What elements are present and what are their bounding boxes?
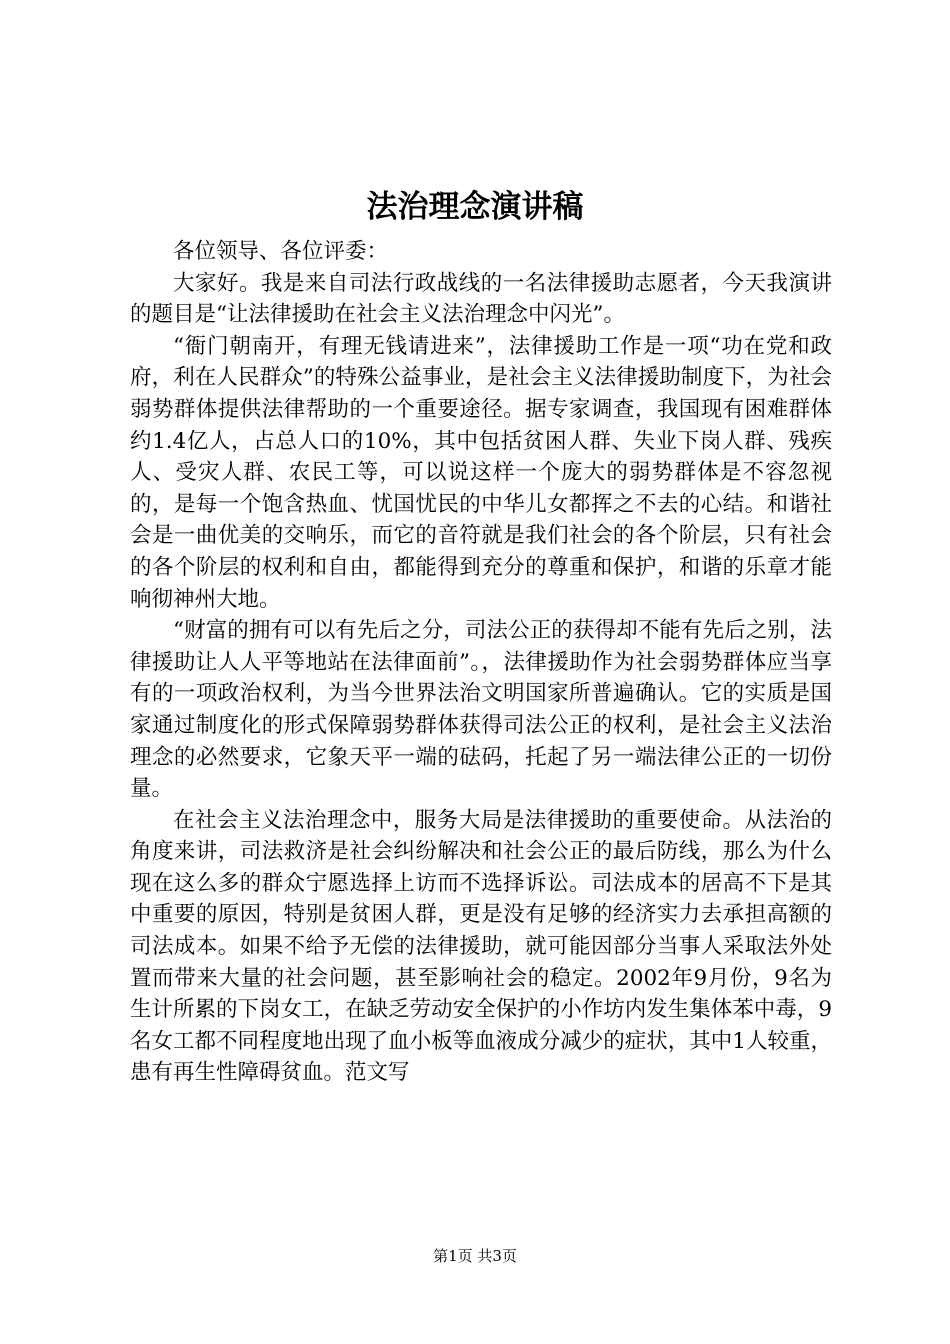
- body-paragraph: 大家好。我是来自司法行政战线的一名法律援助志愿者，今天我演讲的题目是“让法律援助在社会主义法治理念中闪光”。: [130, 270, 832, 328]
- body-paragraph: “财富的拥有可以有先后之分，司法公正的获得却不能有先后之别，法律援助让人人平等地站在法律面前”。，法律援助作为社会弱势群体应当享有的一项政治权利，为当今世界法治文明国家所普遍确认。它的实质是国家通过制度化的形式保障弱势群体获得司法公正的权利，是社会主义法治理念的必然要求，它象天平一端的砝码，托起了另一端法律公正的一切份量。: [130, 618, 832, 802]
- document-body: [130, 236, 832, 1089]
- salutation-paragraph: 各位领导、各位评委：: [173, 239, 389, 264]
- page-title: 法治理念演讲稿: [366, 189, 584, 225]
- page-number-footer: 第1页 共3页: [433, 1247, 517, 1265]
- body-paragraph: “衙门朝南开，有理无钱请进来”，法律援助工作是一项“功在党和政府，利在人民群众”的特殊公益事业，是社会主义法律援助制度下，为社会弱势群体提供法律帮助的一个重要途径。据专家调查，我国现有困难群体约1.4亿人，占总人口的10%，其中包括贫困人群、失业下岗人群、残疾人、受灾人群、农民工等，可以说这样一个庞大的弱势群体是不容忽视的，是每一个饱含热血、忧国忧民的中华儿女都挥之不去的心结。和谐社会是一曲优美的交响乐，而它的音符就是我们社会的各个阶层，只有社会的各个阶层的权利和自由，都能得到充分的尊重和保护，和谐的乐章才能响彻神州大地。: [130, 333, 832, 612]
- body-paragraph: 在社会主义法治理念中，服务大局是法律援助的重要使命。从法治的角度来讲，司法救济是社会纠纷解决和社会公正的最后防线，那么为什么现在这么多的群众宁愿选择上访而不选择诉讼。司法成本的居高不下是其中重要的原因，特别是贫困人群，更是没有足够的经济实力去承担高额的司法成本。如果不给予无偿的法律援助，就可能因部分当事人采取法外处置而带来大量的社会问题，甚至影响社会的稳定。2002年9月份，9名为生计所累的下岗女工，在缺乏劳动安全保护的小作坊内发生集体苯中毒，9名女工都不同程度地出现了血小板等血液成分减少的症状，其中1人较重，患有再生性障碍贫血。范文写: [130, 807, 832, 1086]
